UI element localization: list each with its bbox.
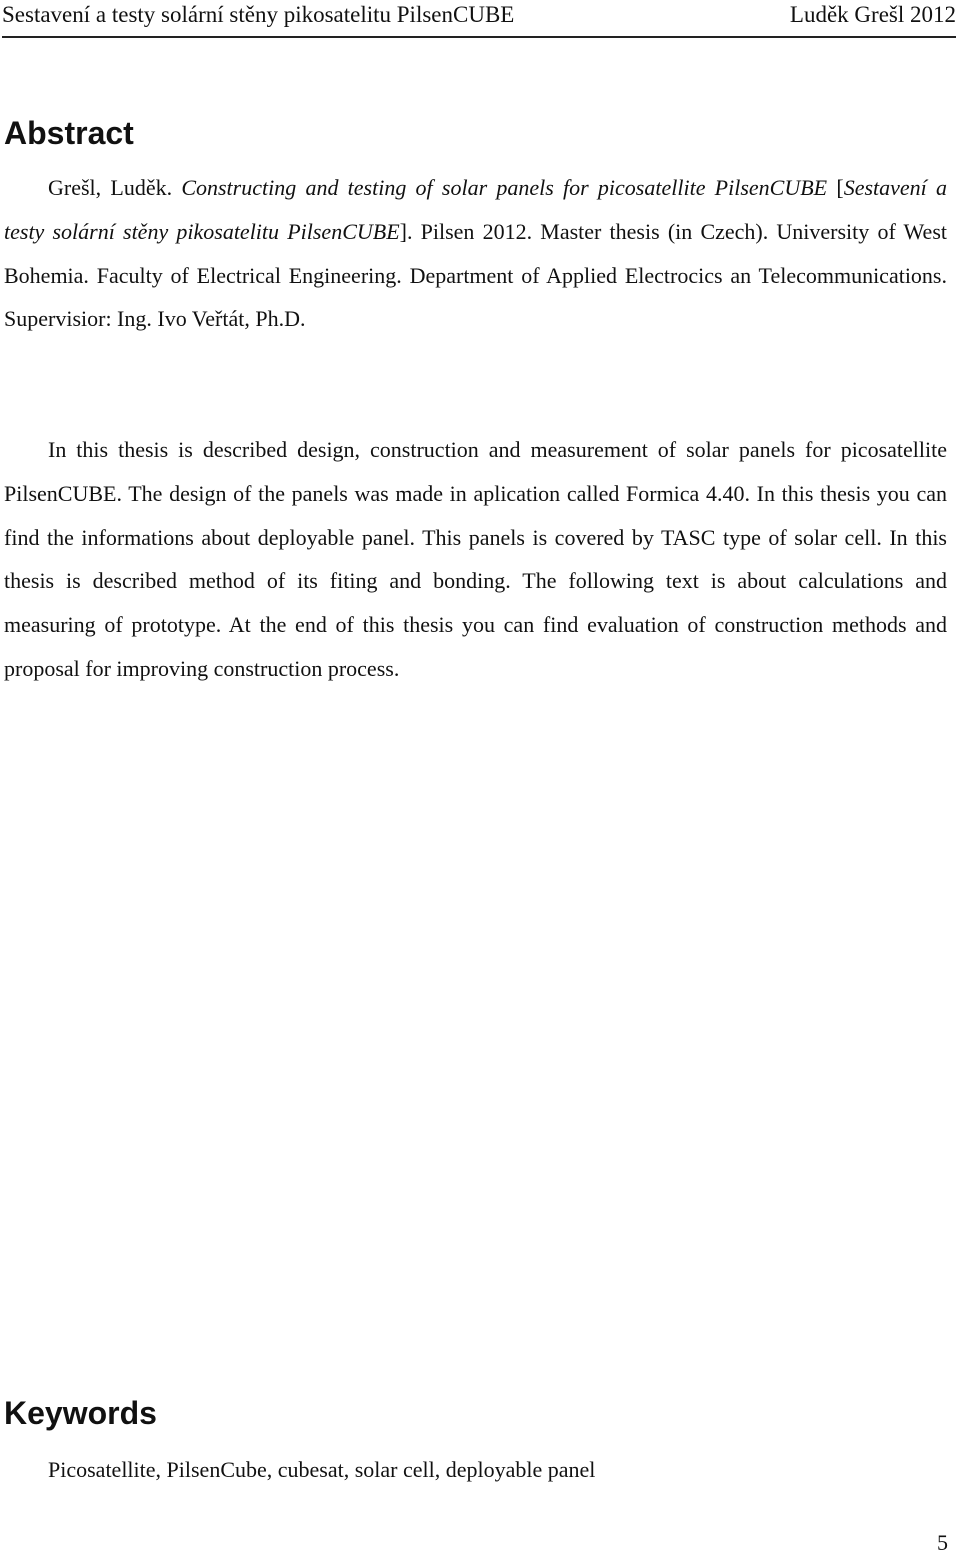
citation-title-czech: Sestavení a testy solární stěny pikosatelitu PilsenCUBE: [4, 175, 947, 244]
keywords-list: Picosatellite, PilsenCube, cubesat, solar cell, deployable panel: [48, 1457, 596, 1482]
running-header: [2, 0, 956, 38]
citation-bracket-open: [: [827, 175, 844, 200]
abstract-heading: Abstract: [4, 115, 134, 151]
citation-author: Grešl, Luděk.: [48, 175, 182, 200]
header-author-year: Luděk Grešl 2012: [789, 2, 956, 27]
citation-title-english: Constructing and testing of solar panels for picosatellite PilsenCUBE: [181, 175, 828, 200]
keywords-heading: Keywords: [4, 1395, 157, 1431]
header-thesis-title: Sestavení a testy solární stěny pikosatelitu PilsenCUBE: [2, 2, 515, 27]
citation-paragraph: [4, 166, 947, 341]
citation-place-year: ]. Pilsen 2012.: [399, 218, 533, 244]
citation-details: Master thesis (in Czech). University of West Bohemia. Faculty of Electrical Engineering. Department of Applied Electrocics an Telecommunications. Supervisior: Ing. Ivo Veřtát, Ph.D.: [4, 218, 947, 332]
page-number: 5: [937, 1530, 948, 1555]
abstract-body: In this thesis is described design, construction and measurement of solar panels for picosatellite PilsenCUBE. The design of the panels was made in aplication called Formica 4.40. In this thesis you can find the informations about deployable panel. This panels is covered by TASC type of solar cell. In this thesis is described method of its fiting and bonding. The following text is about calculations and measuring of prototype. At the end of this thesis you can find evaluation of construction methods and proposal for improving construction process.: [4, 437, 947, 681]
